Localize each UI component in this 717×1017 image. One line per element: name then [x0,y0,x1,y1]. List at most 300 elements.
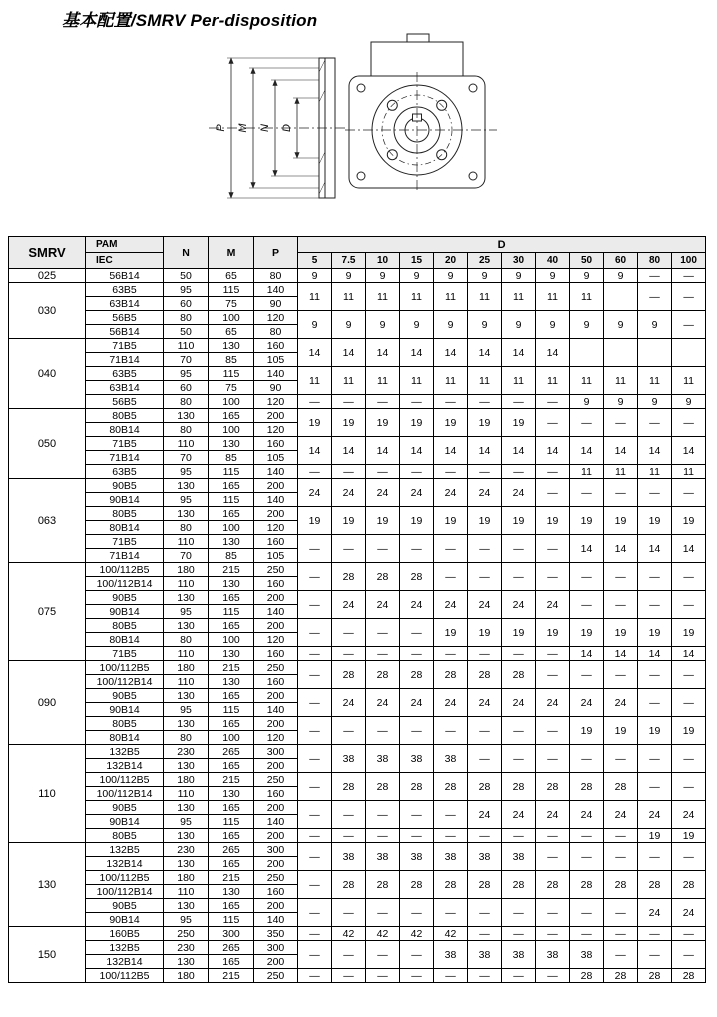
d-value-cell: — [366,465,400,479]
d-value-cell: 9 [638,395,672,409]
p-cell: 140 [254,605,298,619]
d-value-cell: 38 [400,843,434,871]
d-value-cell: — [298,535,332,563]
table-row [9,969,706,983]
d-value-cell: 38 [434,843,468,871]
d-value-cell: 14 [604,437,638,465]
smrv-group-cell: 050 [9,409,86,479]
d-value-cell: — [434,969,468,983]
n-cell: 80 [164,521,209,535]
d-value-cell: 24 [502,479,536,507]
p-cell: 250 [254,871,298,885]
d-value-cell: 28 [536,871,570,899]
d-value-cell [672,339,706,367]
iec-cell: 71B14 [86,451,164,465]
d-value-cell: 14 [468,339,502,367]
d-value-cell: 24 [366,479,400,507]
d-value-cell: — [570,591,604,619]
table-header [9,237,706,269]
d-value-cell: 28 [672,969,706,983]
d-value-cell: 19 [434,507,468,535]
d-value-cell: — [604,661,638,689]
table-row [9,773,706,787]
d-value-cell: — [468,829,502,843]
d-value-cell: — [502,563,536,591]
n-cell: 110 [164,787,209,801]
iec-cell: 63B5 [86,367,164,381]
m-cell: 75 [209,297,254,311]
d-value-cell: 24 [434,479,468,507]
d-value-cell: 11 [298,283,332,311]
p-cell: 200 [254,717,298,731]
d-value-cell: — [332,619,366,647]
d-value-cell: 14 [536,339,570,367]
disposition-table [8,236,706,983]
d-value-cell: — [468,647,502,661]
d-value-cell: 11 [604,465,638,479]
d-value-cell: 19 [638,829,672,843]
p-cell: 120 [254,395,298,409]
d-value-cell: — [434,717,468,745]
p-cell: 200 [254,829,298,843]
d-value-cell: — [638,773,672,801]
m-cell: 115 [209,913,254,927]
d-value-cell: 24 [400,479,434,507]
p-cell: 250 [254,773,298,787]
d-value-cell: — [604,591,638,619]
n-cell: 95 [164,605,209,619]
d-value-cell: 42 [332,927,366,941]
iec-cell: 71B5 [86,339,164,353]
iec-cell: 100/112B5 [86,969,164,983]
d-value-cell: 24 [570,689,604,717]
d-value-cell: 9 [366,269,400,283]
iec-cell: 56B5 [86,311,164,325]
m-cell: 215 [209,661,254,675]
d-value-cell: 11 [502,283,536,311]
d-value-cell: 24 [536,689,570,717]
d-value-cell: — [434,801,468,829]
table-row [9,717,706,731]
d-value-cell: — [400,465,434,479]
table-row [9,927,706,941]
d-value-cell: — [502,465,536,479]
d-value-cell: — [468,535,502,563]
d-value-cell: 24 [502,689,536,717]
ratio-header-cell: 7.5 [332,253,366,269]
d-value-cell: — [672,843,706,871]
n-cell: 70 [164,549,209,563]
d-value-cell: 11 [638,367,672,395]
d-value-cell: 14 [366,437,400,465]
d-value-cell: 14 [502,339,536,367]
d-value-cell: — [298,941,332,969]
d-value-cell: 28 [400,661,434,689]
d-value-cell: 14 [604,535,638,563]
m-cell: 130 [209,535,254,549]
iec-cell: 56B14 [86,269,164,283]
d-value-cell: 9 [468,311,502,339]
d-value-cell: 24 [468,591,502,619]
d-value-cell: — [536,535,570,563]
m-cell: 100 [209,423,254,437]
d-value-cell: — [298,871,332,899]
d-value-cell: 19 [468,507,502,535]
p-cell: 140 [254,913,298,927]
table-row [9,689,706,703]
oil-plug [407,34,429,42]
iec-cell: 90B5 [86,479,164,493]
d-value-cell: 9 [570,311,604,339]
d-value-cell: 11 [468,283,502,311]
corner-hole [357,84,365,92]
d-value-cell: — [298,773,332,801]
m-cell: 265 [209,745,254,759]
d-value-cell: — [298,563,332,591]
d-value-cell: — [502,829,536,843]
d-value-cell: 19 [672,829,706,843]
n-cell: 50 [164,325,209,339]
d-value-cell: 19 [366,409,400,437]
d-value-cell: 28 [468,773,502,801]
d-value-cell: — [570,899,604,927]
d-value-cell: 28 [638,969,672,983]
table-row [9,269,706,283]
d-value-cell: — [536,409,570,437]
p-cell: 140 [254,703,298,717]
iec-cell: 90B5 [86,801,164,815]
m-cell: 85 [209,451,254,465]
p-cell: 160 [254,339,298,353]
n-cell: 95 [164,465,209,479]
d-value-cell: — [604,941,638,969]
d-value-cell: 11 [434,367,468,395]
p-cell: 200 [254,857,298,871]
n-cell: 80 [164,423,209,437]
n-cell: 80 [164,311,209,325]
d-value-cell: — [672,563,706,591]
d-value-cell [604,339,638,367]
n-cell: 70 [164,353,209,367]
m-cell: 130 [209,647,254,661]
d-value-cell: 19 [434,409,468,437]
corner-hole [469,172,477,180]
p-cell: 300 [254,745,298,759]
m-cell: 115 [209,367,254,381]
m-cell: 65 [209,325,254,339]
d-value-cell: 28 [570,773,604,801]
table-row [9,745,706,759]
m-cell: 115 [209,283,254,297]
d-value-cell: 19 [638,717,672,745]
d-value-cell: 28 [502,661,536,689]
n-cell: 95 [164,703,209,717]
d-value-cell: 28 [332,661,366,689]
d-value-cell: — [298,647,332,661]
d-value-cell: 24 [638,899,672,927]
table-row [9,899,706,913]
d-value-cell: — [672,745,706,773]
iec-cell: 90B14 [86,913,164,927]
d-value-cell: 9 [570,269,604,283]
m-cell: 130 [209,787,254,801]
p-cell: 200 [254,899,298,913]
m-cell: 85 [209,549,254,563]
d-value-cell: 14 [434,437,468,465]
iec-cell: 71B5 [86,437,164,451]
d-value-cell: — [570,745,604,773]
ratio-header-cell: 15 [400,253,434,269]
d-value-cell: 9 [604,269,638,283]
d-value-cell: — [400,717,434,745]
d-value-cell: 14 [570,437,604,465]
d-value-cell: 9 [332,269,366,283]
d-value-cell: — [400,619,434,647]
corner-hole [357,172,365,180]
d-value-cell: 11 [536,283,570,311]
p-cell: 160 [254,535,298,549]
iec-cell: 80B5 [86,507,164,521]
iec-cell: 100/112B14 [86,675,164,689]
d-value-cell: — [604,899,638,927]
d-value-cell: — [672,591,706,619]
iec-cell: 132B5 [86,941,164,955]
smrv-group-cell: 025 [9,269,86,283]
p-cell: 160 [254,437,298,451]
iec-cell: 100/112B5 [86,773,164,787]
d-value-cell: — [434,829,468,843]
n-cell: 130 [164,479,209,493]
d-value-cell: 38 [434,941,468,969]
d-value-cell: 28 [672,871,706,899]
dim-label-P: P [215,124,227,132]
d-value-cell: — [298,661,332,689]
n-cell: 230 [164,843,209,857]
iec-cell: 160B5 [86,927,164,941]
d-value-cell: 19 [502,409,536,437]
d-value-cell: 28 [502,773,536,801]
d-value-cell: 24 [332,479,366,507]
d-value-cell: 42 [434,927,468,941]
p-cell: 140 [254,465,298,479]
d-value-cell: — [536,563,570,591]
d-value-cell: — [502,927,536,941]
p-cell: 250 [254,661,298,675]
d-value-cell: — [366,969,400,983]
header-n: N [164,237,209,269]
d-value-cell: 19 [298,507,332,535]
d-value-cell: 28 [332,773,366,801]
d-value-cell: — [502,647,536,661]
side-view [209,58,345,198]
d-value-cell: — [434,465,468,479]
d-value-cell: 19 [468,619,502,647]
d-value-cell: — [332,465,366,479]
d-value-cell: — [672,311,706,339]
d-value-cell: 11 [400,367,434,395]
d-value-cell: 9 [332,311,366,339]
d-value-cell: — [536,829,570,843]
d-value-cell: 28 [604,773,638,801]
d-value-cell: — [332,829,366,843]
iec-cell: 63B14 [86,381,164,395]
d-value-cell: 38 [502,843,536,871]
m-cell: 115 [209,703,254,717]
d-value-cell: — [298,899,332,927]
n-cell: 130 [164,619,209,633]
iec-cell: 90B5 [86,899,164,913]
iec-cell: 90B14 [86,703,164,717]
ratio-header-cell: 25 [468,253,502,269]
header-smrv: SMRV [9,237,86,269]
d-value-cell: — [502,745,536,773]
n-cell: 130 [164,591,209,605]
n-cell: 180 [164,871,209,885]
ratio-header-cell: 5 [298,253,332,269]
table-row [9,619,706,633]
d-value-cell: — [332,969,366,983]
d-value-cell: — [638,941,672,969]
table-row [9,661,706,675]
d-value-cell: — [400,829,434,843]
table-row [9,563,706,577]
d-value-cell: — [638,745,672,773]
d-value-cell: 11 [570,367,604,395]
header-iec: IEC [86,253,164,269]
smrv-group-cell: 150 [9,927,86,983]
d-value-cell: — [298,843,332,871]
d-value-cell: 28 [400,563,434,591]
iec-cell: 80B14 [86,633,164,647]
d-value-cell: — [536,647,570,661]
ratio-header-cell: 40 [536,253,570,269]
m-cell: 130 [209,675,254,689]
n-cell: 80 [164,633,209,647]
d-value-cell: 11 [332,367,366,395]
d-value-cell: 24 [400,689,434,717]
d-value-cell: — [672,773,706,801]
d-value-cell: 9 [638,311,672,339]
smrv-group-cell: 040 [9,339,86,409]
m-cell: 165 [209,507,254,521]
d-value-cell: — [366,535,400,563]
d-value-cell: — [366,717,400,745]
table-row [9,283,706,297]
n-cell: 110 [164,647,209,661]
d-value-cell: 9 [672,395,706,409]
d-value-cell: — [332,535,366,563]
d-value-cell: — [366,899,400,927]
m-cell: 165 [209,801,254,815]
d-value-cell: 9 [570,395,604,409]
iec-cell: 100/112B14 [86,577,164,591]
header-row-1 [9,237,706,253]
iec-cell: 132B14 [86,955,164,969]
d-value-cell: 11 [672,465,706,479]
d-value-cell: 11 [366,367,400,395]
p-cell: 250 [254,563,298,577]
n-cell: 95 [164,283,209,297]
n-cell: 80 [164,731,209,745]
m-cell: 165 [209,899,254,913]
d-value-cell: 14 [604,647,638,661]
d-value-cell: — [570,409,604,437]
d-value-cell: 38 [502,941,536,969]
d-value-cell: 11 [502,367,536,395]
iec-cell: 90B5 [86,591,164,605]
p-cell: 200 [254,591,298,605]
d-value-cell: 38 [332,745,366,773]
p-cell: 200 [254,619,298,633]
iec-cell: 63B5 [86,283,164,297]
d-value-cell: 24 [434,689,468,717]
table-row [9,479,706,493]
p-cell: 160 [254,787,298,801]
header-pam: PAM [86,237,164,253]
d-value-cell: — [672,689,706,717]
d-value-cell: 19 [502,507,536,535]
n-cell: 95 [164,815,209,829]
d-value-cell: — [332,395,366,409]
table-row [9,437,706,451]
p-cell: 160 [254,647,298,661]
d-value-cell: — [332,899,366,927]
d-value-cell: — [502,717,536,745]
n-cell: 130 [164,829,209,843]
d-value-cell: — [468,395,502,409]
p-cell: 120 [254,423,298,437]
d-value-cell: 28 [366,871,400,899]
d-value-cell: 9 [604,395,638,409]
d-value-cell: 19 [400,507,434,535]
p-cell: 120 [254,311,298,325]
d-value-cell: 28 [332,871,366,899]
d-value-cell: — [604,927,638,941]
d-value-cell: — [366,801,400,829]
m-cell: 115 [209,815,254,829]
d-value-cell: — [298,689,332,717]
d-value-cell: — [604,745,638,773]
gearbox-drawing [203,28,508,214]
d-value-cell: 11 [638,465,672,479]
d-value-cell: 11 [366,283,400,311]
table-row [9,941,706,955]
d-value-cell: 14 [672,535,706,563]
d-value-cell: 19 [536,507,570,535]
d-value-cell: 28 [604,969,638,983]
m-cell: 165 [209,829,254,843]
iec-cell: 56B14 [86,325,164,339]
d-value-cell: — [298,619,332,647]
d-value-cell: — [468,717,502,745]
m-cell: 215 [209,969,254,983]
table-row [9,535,706,549]
d-value-cell: — [536,745,570,773]
n-cell: 80 [164,395,209,409]
table-row [9,871,706,885]
d-value-cell: — [570,661,604,689]
table-row [9,829,706,843]
d-value-cell: — [298,927,332,941]
table-row [9,843,706,857]
iec-cell: 90B5 [86,689,164,703]
d-value-cell: 11 [536,367,570,395]
d-value-cell [570,339,604,367]
ratio-header-cell: 10 [366,253,400,269]
d-value-cell: 14 [502,437,536,465]
d-value-cell: 19 [672,717,706,745]
d-value-cell: 14 [332,339,366,367]
